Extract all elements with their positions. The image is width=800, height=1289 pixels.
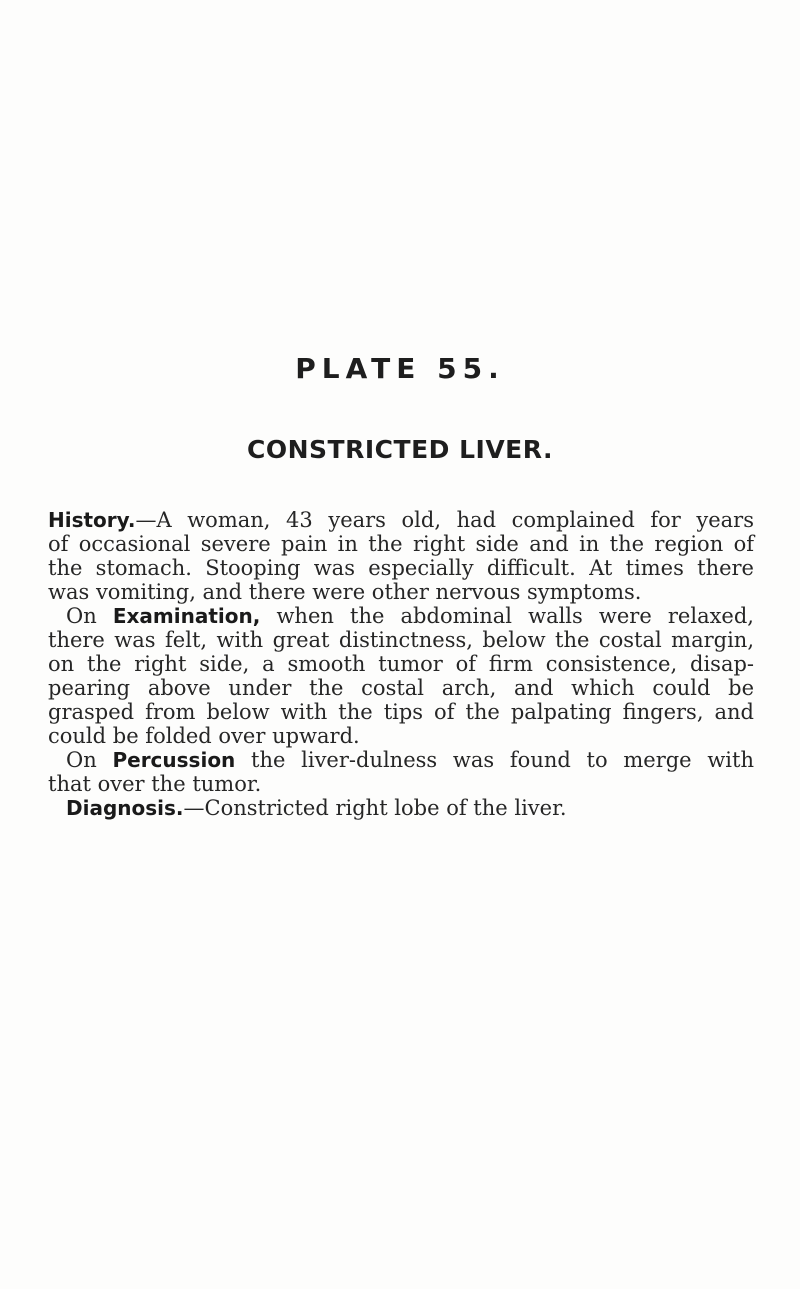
history-label: History. — [48, 508, 136, 532]
examination-line-1 — [48, 604, 754, 628]
diagnosis-text: —Constricted right lobe of the liver. — [183, 796, 567, 820]
plate-title: PLATE 55. — [295, 352, 505, 385]
percussion-text-1: the liver-dulness was found to merge with — [235, 748, 754, 772]
percussion-label: Percussion — [112, 748, 236, 772]
examination-line-3: on the right side, a smooth tumor of firm consistence, disap- — [48, 652, 754, 676]
section-title: CONSTRICTED LIVER. — [247, 435, 553, 464]
history-text-1: —A woman, 43 years old, had complained for years — [135, 508, 754, 532]
examination-prefix: On — [66, 604, 113, 628]
examination-line-2: there was felt, with great distinctness, below the costal margin, — [48, 628, 754, 652]
body-text — [48, 508, 754, 820]
history-line-1 — [48, 508, 754, 532]
percussion-line-1 — [48, 748, 754, 772]
history-line-3: the stomach. Stooping was especially difficult. At times there — [48, 556, 754, 580]
examination-line-4: pearing above under the costal arch, and which could be — [48, 676, 754, 700]
diagnosis-line — [48, 796, 754, 820]
diagnosis-label: Diagnosis. — [66, 796, 184, 820]
percussion-prefix: On — [66, 748, 113, 772]
history-line-4: was vomiting, and there were other nervous symptoms. — [48, 580, 642, 604]
examination-line-5: grasped from below with the tips of the palpating fingers, and — [48, 700, 754, 724]
history-line-2: of occasional severe pain in the right side and in the region of — [48, 532, 754, 556]
examination-text-1: when the abdominal walls were relaxed, — [260, 604, 754, 628]
percussion-line-2: that over the tumor. — [48, 772, 262, 796]
examination-label: Examination, — [112, 604, 261, 628]
examination-line-6: could be folded over upward. — [48, 724, 360, 748]
